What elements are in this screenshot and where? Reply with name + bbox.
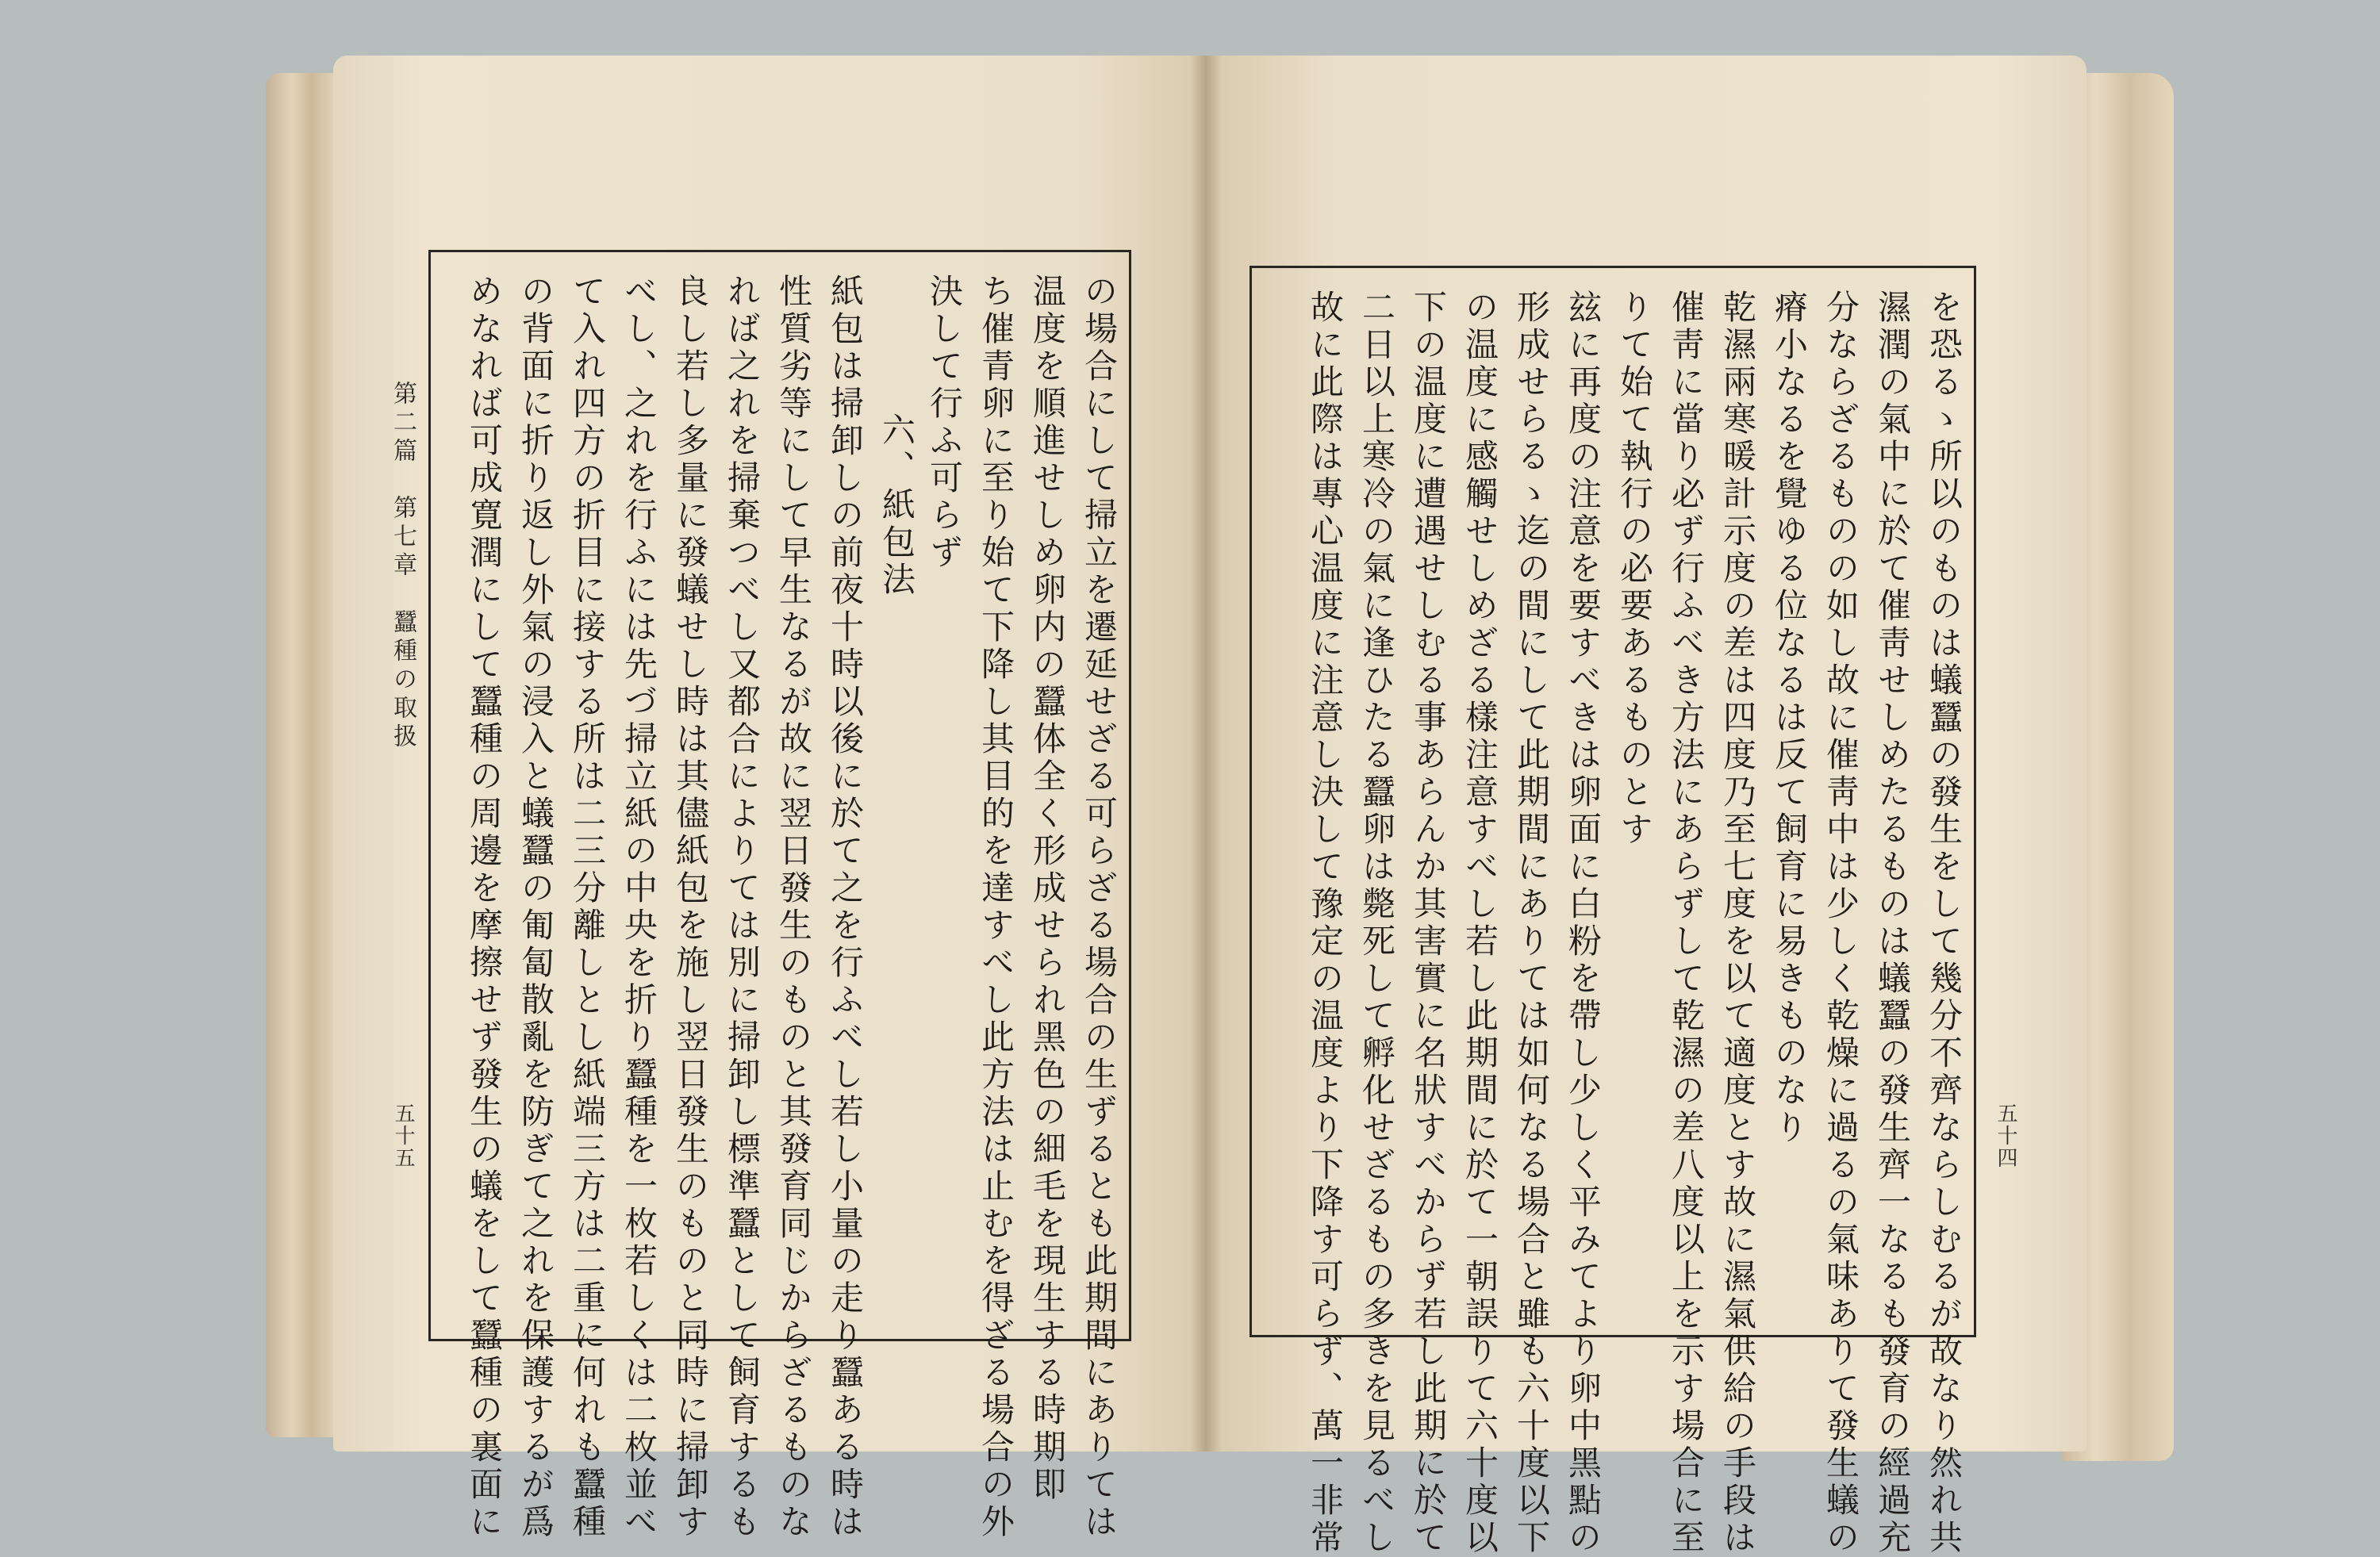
right-column-1: を恐るゝ所以のものは蟻蠶の發生をして幾分不齊ならしむるが故なり然れ共 — [1925, 290, 1964, 1557]
right-column-3: 分ならざるものの如し故に催靑中は少しく乾燥に過るの氣味ありて發生蟻の — [1821, 290, 1860, 1557]
left-page-number: 五十五 — [391, 1103, 415, 1169]
book-gutter — [1190, 56, 1222, 1452]
left-column-11: て入れ四方の折目に接する所は二三分離しとし紙端三方は二重に何れも蠶種 — [568, 274, 607, 1541]
running-header: 第二篇 第七章 蠶種の取扱 — [389, 381, 416, 752]
left-column-3: ち催青卵に至り始て下降し其目的を達すべし此方法は止むを得ざる場合の外 — [977, 274, 1015, 1541]
right-column-6: 催靑に當り必ず行ふべき方法にあらずして乾濕の差八度以上を示す場合に至 — [1667, 290, 1706, 1557]
right-column-11: 下の温度に遭遇せしむる事あらんか其害實に名狀すべからず若し此期に於て — [1409, 290, 1448, 1557]
left-column-10: べし、之れを行ふには先づ掃立紙の中央を折り蠶種を一枚若しくは二枚並べ — [620, 274, 658, 1541]
left-column-6: 紙包は掃卸しの前夜十時以後に於て之を行ふべし若し小量の走り蠶ある時は — [826, 274, 865, 1541]
right-column-7: りて始て執行の必要あるものとす — [1615, 290, 1654, 849]
left-column-2: 温度を順進せしめ卵内の蠶体全く形成せられ黑色の細毛を現生する時期即 — [1028, 274, 1067, 1504]
left-column-12: の背面に折り返し外氣の浸入と蟻蠶の匍匐散亂を防ぎて之れを保護するが爲 — [516, 274, 555, 1541]
right-column-9: 形成せらるゝ迄の間にして此期間にありては如何なる場合と雖も六十度以下 — [1512, 290, 1551, 1557]
right-page-number: 五十四 — [1994, 1103, 2017, 1169]
left-column-7: 性質劣等にして早生なるが故に翌日發生のものと其發育同じからざるものな — [774, 274, 813, 1541]
right-column-2: 濕潤の氣中に於て催靑せしめたるものは蟻蠶の發生齊一なるも發育の經過充 — [1873, 290, 1912, 1557]
section-heading: 六、紙包法 — [877, 412, 916, 599]
right-column-8: 玆に再度の注意を要すべきは卵面に白粉を帶し少しく平みてより卵中黑點の — [1564, 290, 1603, 1557]
left-page-edges — [266, 73, 341, 1437]
right-column-4: 瘠小なるを覺ゆる位なるは反て飼育に易きものなり — [1770, 290, 1809, 1147]
right-column-10: の温度に感觸せしめざる樣注意すべし若し此期間に於て一朝誤りて六十度以 — [1461, 290, 1499, 1557]
right-column-12: 二日以上寒冷の氣に逢ひたる蠶卵は斃死して孵化せざるもの多きを見るべし — [1357, 290, 1396, 1557]
right-column-5: 乾濕兩寒暖計示度の差は四度乃至七度を以て適度とす故に濕氣供給の手段は — [1718, 290, 1757, 1557]
left-column-9: 良し若し多量に發蟻せし時は其儘紙包を施し翌日發生のものと同時に掃卸す — [671, 274, 710, 1541]
left-column-13: めなれば可成寛潤にして蠶種の周邊を摩擦せず發生の蟻をして蠶種の裏面に — [465, 274, 504, 1541]
left-column-1: の場合にして掃立を遷延せざる可らざる場合の生ずるとも此期間にありては — [1080, 274, 1119, 1541]
left-column-8: れば之れを掃棄つべし又都合によりては別に掃卸し標準蠶として飼育するも — [723, 274, 762, 1541]
right-column-13: 故に此際は專心温度に注意し決して豫定の温度より下降す可らず、萬一非常 — [1306, 290, 1345, 1557]
left-column-4: 決して行ふ可らず — [925, 274, 964, 572]
